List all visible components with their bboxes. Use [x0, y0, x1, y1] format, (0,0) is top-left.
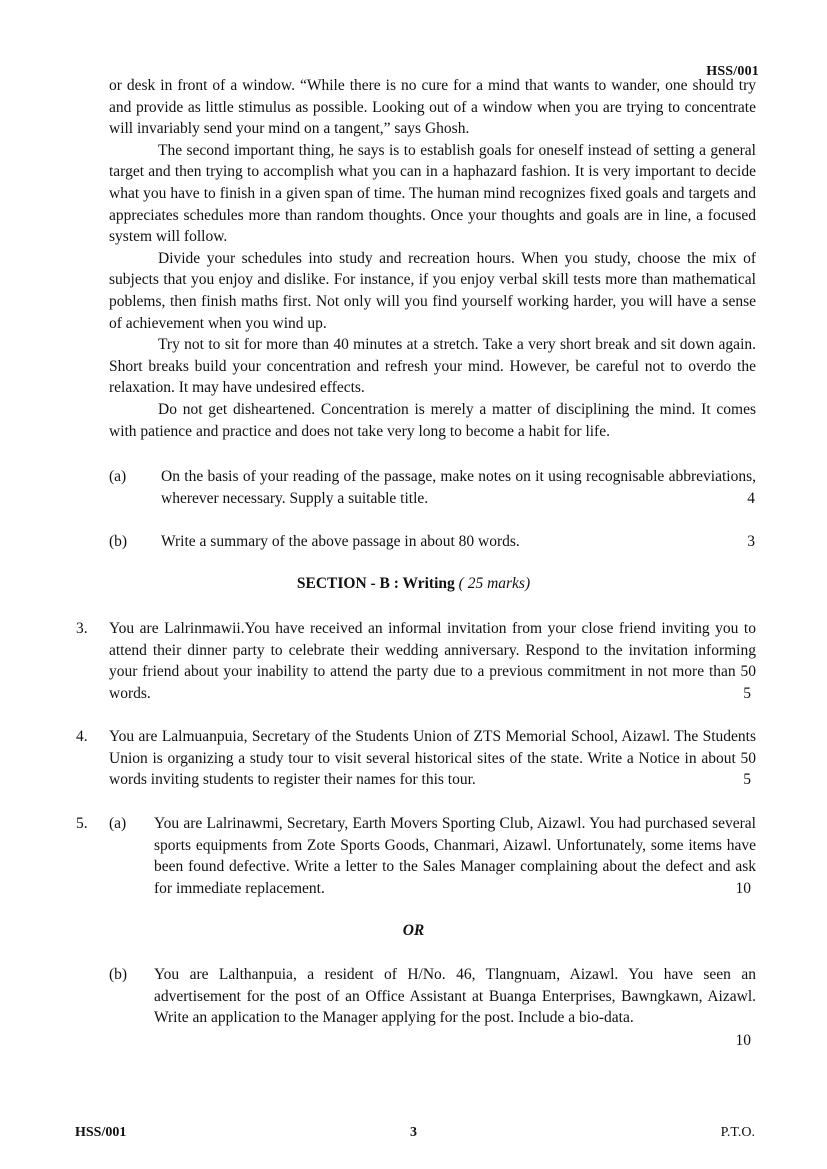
or-separator: OR	[402, 922, 425, 939]
marks-value: 10	[735, 1032, 751, 1049]
question-number: 3.	[76, 620, 88, 637]
passage-paragraph: Divide your schedules into study and recreation hours. When you study, choose the mix of subjects that you enjoy and dislike. For instance, if you enjoy verbal skill tests more than mathematical poblems, then finish maths first. Not only will you find yourself working harder, you will have a sense of achievement when you wind up.	[109, 249, 756, 332]
question-label: (a)	[109, 815, 127, 832]
question-label: (b)	[109, 533, 128, 550]
header-paper-code: HSS/001	[706, 64, 759, 79]
question-text: On the basis of your reading of the passage, make notes on it using recognisable abbreviations, wherever necessary. Supply a suitable title. 4	[161, 466, 756, 509]
pto-label: P.T.O.	[720, 1125, 755, 1140]
passage-paragraph: The second important thing, he says is to establish goals for oneself instead of setting a general target and then trying to accomplish what you can in a haphazard fashion. It is very important to decide what you have to finish in a given span of time. The human mind recognizes fixed goals and targets and appreciates schedules more than random thoughts. Once your thoughts and goals are in line, a focused system will follow.	[109, 141, 756, 246]
question-number: 5.	[76, 815, 88, 832]
page-number: 3	[410, 1125, 417, 1140]
question-5a: You are Lalrinawmi, Secretary, Earth Movers Sporting Club, Aizawl. You had purchased several sports equipments from Zote Sports Goods, Chanmari, Aizawl. Unfortunately, some items have been found defective. Write a letter to the Sales Manager complaining about the defect and ask for immediate replacement.	[154, 815, 756, 897]
passage-paragraph: or desk in front of a window. “While there is no cure for a mind that wants to wander, one should try and provide as little stimulus as possible. Looking out of a window when you are trying to concentrate will invariably send your mind on a tangent,” says Ghosh.	[109, 77, 756, 138]
marks-value: 10	[735, 880, 751, 897]
footer-paper-code: HSS/001	[75, 1125, 127, 1140]
question-number: 4.	[76, 728, 88, 745]
question-4: You are Lalmuanpuia, Secretary of the Students Union of ZTS Memorial School, Aizawl. The Students Union is organizing a study tour to visit several historical sites of the state. Write a Notice in about 50 words inviting students to register their names for this tour.	[109, 728, 756, 789]
marks-value: 4	[747, 489, 755, 507]
marks-value: 3	[747, 533, 755, 550]
question-label: (a)	[109, 468, 127, 485]
passage-paragraph: Do not get disheartened. Concentration is merely a matter of disciplining the mind. It comes with patience and practice and does not take very long to become a habit for life.	[109, 400, 756, 440]
question-3: You are Lalrinmawii.You have received an informal invitation from your close friend inviting you to attend their dinner party to celebrate their wedding anniversary. Respond to the invitation informing your friend about your inability to attend the party due to a previous commitment in not more than 50 words.	[109, 620, 756, 702]
reading-passage	[109, 75, 756, 442]
question-5b: You are Lalthanpuia, a resident of H/No. 46, Tlangnuam, Aizawl. You have seen an advertisement for the post of an Office Assistant at Buanga Enterprises, Bawngkawn, Aizawl. Write an application to the Manager applying for the post. Include a bio-data.	[154, 966, 756, 1027]
question-label: (b)	[109, 966, 128, 983]
question-text: Write a summary of the above passage in about 80 words. 3	[161, 531, 756, 553]
passage-paragraph: Try not to sit for more than 40 minutes at a stretch. Take a very short break and sit down again. Short breaks build your concentration and refresh your mind. However, be careful not to overdo the relaxation. It may have undesired effects.	[109, 336, 756, 397]
marks-value: 5	[743, 685, 751, 702]
section-marks: ( 25 marks)	[458, 575, 531, 592]
section-title: SECTION - B : Writing ( 25 marks)	[296, 575, 531, 592]
marks-value: 5	[743, 771, 751, 788]
